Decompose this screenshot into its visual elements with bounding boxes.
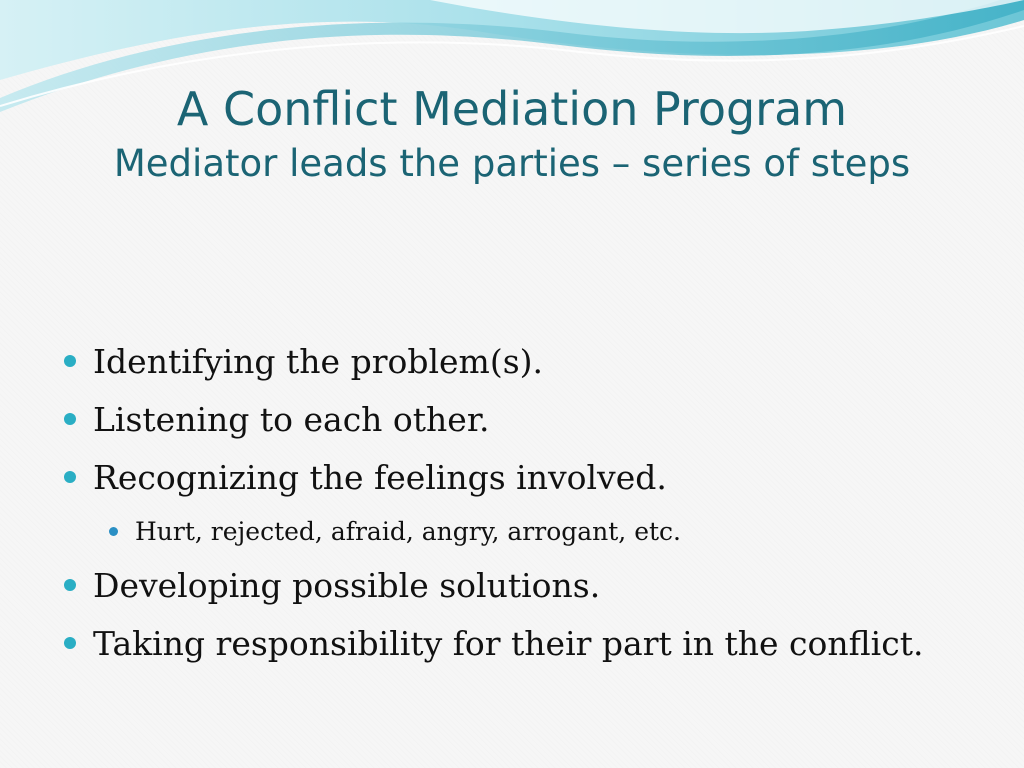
bullet-dot-icon: [64, 413, 76, 425]
list-item: [64, 615, 1004, 673]
bullet-text: Identifying the problem(s).: [93, 342, 544, 381]
bullet-text: Developing possible solutions.: [93, 566, 601, 605]
slide-subtitle: Mediator leads the parties – series of steps: [113, 142, 911, 185]
bullet-text: Recognizing the feelings involved.: [93, 458, 667, 497]
bullet-text: Taking responsibility for their part in the conflict.: [93, 624, 924, 663]
bullet-dot-icon: [64, 637, 76, 649]
list-item: [64, 391, 1004, 449]
sub-bullet-text: Hurt, rejected, afraid, angry, arrogant, etc.: [135, 517, 681, 546]
bullet-dot-icon: [64, 471, 76, 483]
bullet-text: Listening to each other.: [93, 400, 490, 439]
bullet-dot-icon: [64, 355, 76, 367]
list-item: [64, 449, 1004, 507]
sub-bullet-dot-icon: [109, 527, 118, 536]
slide-title: A Conflict Mediation Program: [176, 82, 848, 136]
bullet-list: [64, 333, 1004, 673]
list-item: [64, 333, 1004, 391]
slide-title-block: [0, 80, 1024, 190]
sub-list-item: [64, 507, 1004, 557]
bullet-dot-icon: [64, 579, 76, 591]
list-item: [64, 557, 1004, 615]
